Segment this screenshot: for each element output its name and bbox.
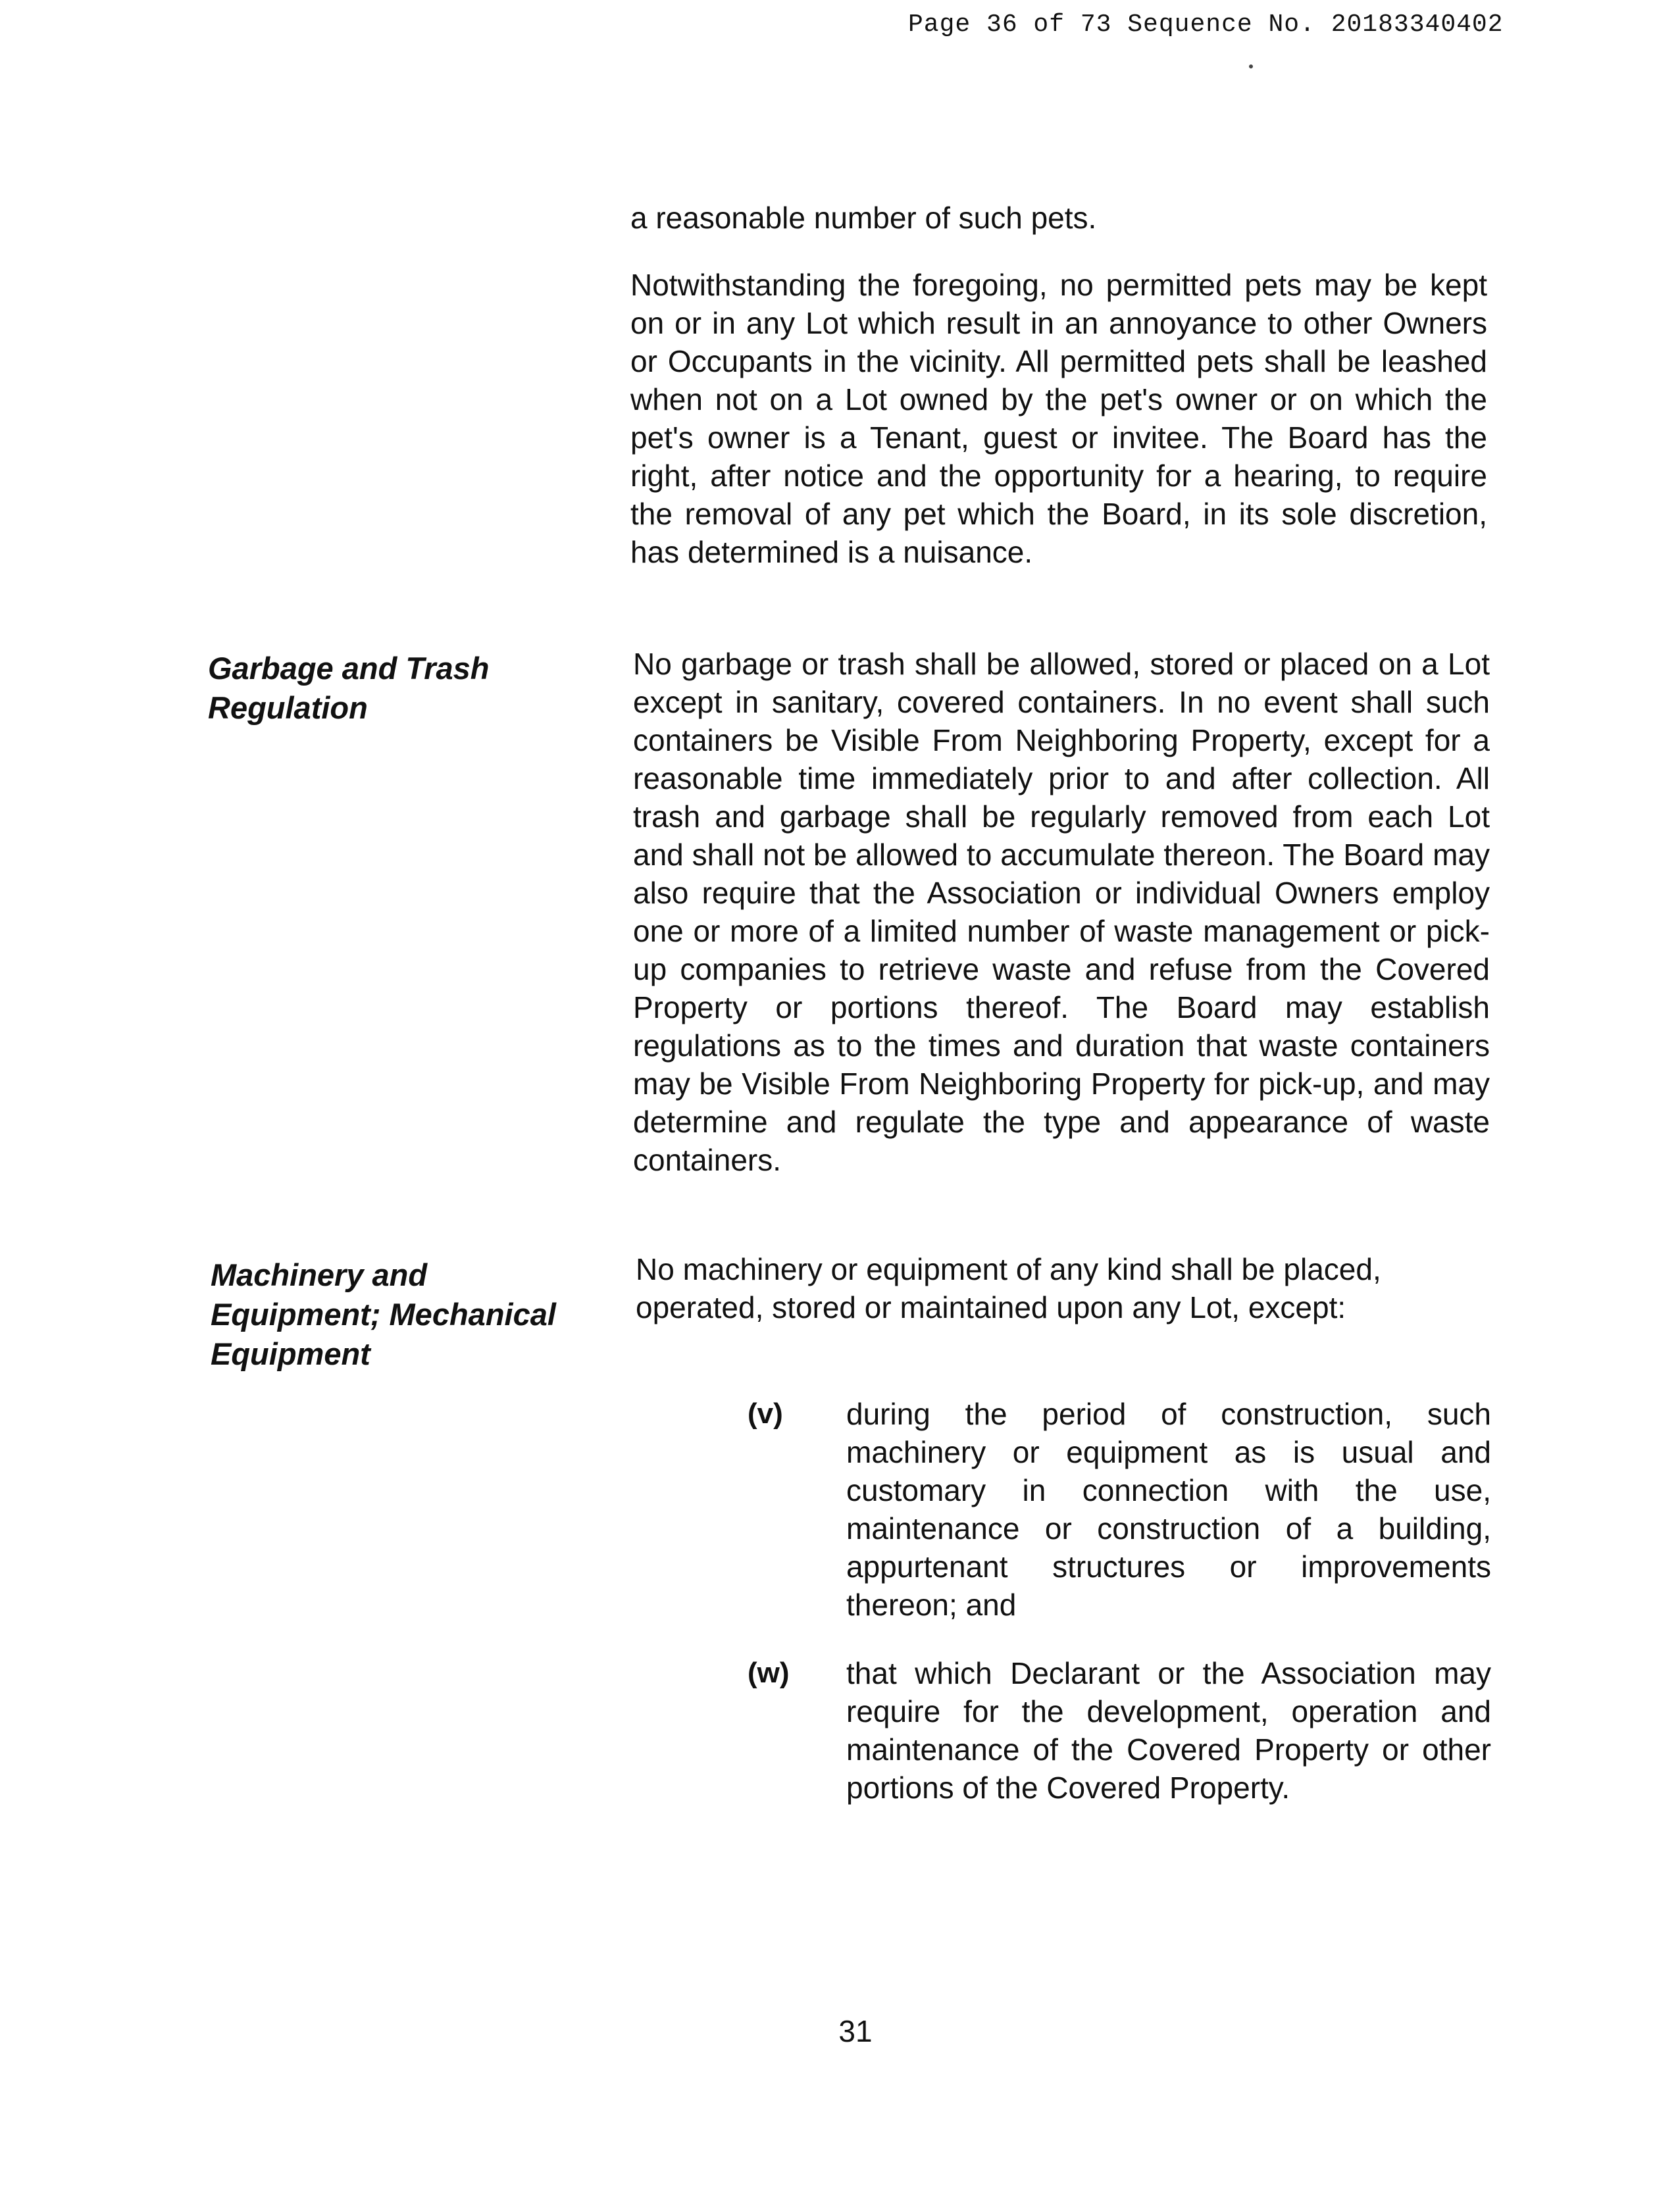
paragraph-machinery: No machinery or equipment of any kind shall be placed, operated, stored or maintained upon any Lot, except: — [636, 1252, 1381, 1324]
list-item-label: (w) — [748, 1657, 790, 1689]
paragraph-pets: Notwithstanding the foregoing, no permitted pets may be kept on or in any Lot which result in an annoyance to other Owners or Occupants in the vicinity. All permitted pets shall be leashed when not on a Lot owned by the pet's owner or on which the pet's owner is a Tenant, guest or invitee. The Board has the right, after notice and the opportunity for a hearing, to require the removal of any pet which the Board, in its sole discretion, has determined is a nuisance. — [630, 268, 1487, 569]
list-item — [748, 1395, 1491, 1624]
list-item — [748, 1654, 1491, 1807]
heading-garbage-and-trash: Garbage and Trash Regulation — [208, 651, 490, 725]
list-item-label: (v) — [748, 1398, 783, 1430]
paragraph-garbage: No garbage or trash shall be allowed, stored or placed on a Lot except in sanitary, covered containers. In no event shall such containers be Visible From Neighboring Property, except for a reasonable time immediately prior to and after collection. All trash and garbage shall be regularly removed from each Lot and shall not be allowed to accumulate thereon. The Board may also require that the Association or individual Owners employ one or more of a limited number of waste management or pick-up companies to retrieve waste and refuse from the Covered Property or portions thereof. The Board may establish regulations as to the times and duration that waste containers may be Visible From Neighboring Property for pick-up, and may determine and regulate the type and appearance of waste containers. — [633, 647, 1490, 1177]
list-item-text: that which Declarant or the Association may require for the development, operation and maintenance of the Covered Property or other portions of the Covered Property. — [846, 1656, 1491, 1805]
scan-speck — [1249, 64, 1253, 68]
paragraph-continued: a reasonable number of such pets. — [630, 201, 1097, 235]
page-number: 31 — [838, 2014, 873, 2048]
list-item-text: during the period of construction, such machinery or equipment as is usual and customary in connection with the use, maintenance or construction of a building, appurtenant structures or improvements thereon; and — [846, 1397, 1491, 1622]
document-header: Page 36 of 73 Sequence No. 20183340402 — [908, 11, 1504, 39]
heading-machinery-and-equipment: Machinery and Equipment; Mechanical Equipment — [211, 1257, 556, 1371]
